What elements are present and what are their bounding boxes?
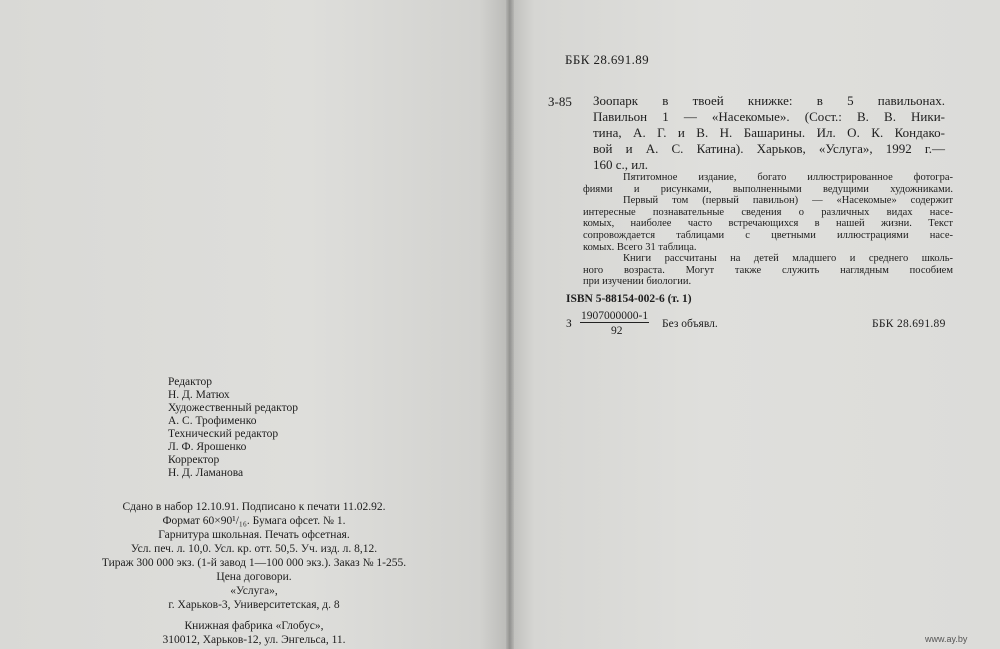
staff-line: Редактор [168, 376, 212, 388]
fraction-note: Без объявл. [662, 318, 718, 330]
entry-line: вой и А. С. Катина). Харьков, «Услуга», 1992 г.— [593, 141, 945, 156]
fraction-lead: З [566, 318, 572, 330]
imprint-line: «Услуга», [230, 585, 278, 597]
imprint-line: г. Харьков-3, Университетская, д. 8 [168, 599, 340, 611]
annotation-line: комых, наиболее часто встречающихся в нашей жизни. Текст [583, 218, 953, 230]
staff-line: Художественный редактор [168, 402, 298, 414]
annotation-line: Книги рассчитаны на детей младшего и среднего школь- [623, 253, 953, 265]
annotation-line: фиями и рисунками, выполненными ведущими художниками. [583, 183, 953, 195]
annotation-line: ного возраста. Могут также служить наглядным пособием [583, 264, 953, 276]
entry-line: Зоопарк в твоей книжке: в 5 павильонах. [593, 93, 945, 108]
annotation-line: Пятитомное издание, богато иллюстрированное фотогра- [623, 172, 953, 183]
book-spine [506, 0, 514, 649]
bibliographic-entry [593, 93, 945, 173]
entry-line: 160 с., ил. [593, 157, 648, 172]
staff-line: Н. Д. Ламанова [168, 467, 244, 479]
annotation-line: сопровождается таблицами с цветными иллюстрациями насе- [583, 229, 953, 241]
staff-line: Н. Д. Матюх [168, 389, 230, 401]
imprint-line: Сдано в набор 12.10.91. Подписано к печати 11.02.92. [122, 501, 386, 513]
annotation-line: Первый том (первый павильон) — «Насекомые» содержит [623, 195, 953, 207]
author-code: З-85 [548, 94, 572, 109]
staff-line: А. С. Трофименко [168, 415, 257, 427]
imprint-line: Усл. печ. л. 10,0. Усл. кр. отт. 50,5. Уч. изд. л. 8,12. [130, 543, 378, 555]
entry-line: тина, А. Г. и В. Н. Башарины. Ил. О. К. Кондако- [593, 125, 945, 140]
bbk-bottom: ББК 28.691.89 [872, 318, 946, 330]
isbn: ISBN 5-88154-002-6 (т. 1) [566, 293, 692, 305]
imprint-line: Тираж 300 000 экз. (1-й завод 1—100 000 экз.). Заказ № 1-255. [101, 557, 407, 569]
staff-line: Технический редактор [168, 428, 279, 440]
fraction-numerator: 1907000000-1 [581, 310, 649, 322]
entry-line: Павильон 1 — «Насекомые». (Сост.: В. В. Ники- [593, 109, 945, 124]
imprint-line: Книжная фабрика «Глобус», [184, 620, 324, 632]
annotation-line: интересные познавательные сведения о различных видах насе- [583, 206, 953, 218]
imprint-block [60, 500, 448, 647]
imprint-line: Формат 60×90¹/₁₆. Бумага офсет. № 1. [162, 515, 346, 527]
annotation [583, 172, 953, 288]
imprint-line: 310012, Харьков-12, ул. Энгельса, 11. [162, 634, 346, 646]
imprint-line: Гарнитура школьная. Печать офсетная. [158, 529, 350, 541]
annotation-line: комых. Всего 31 таблица. [583, 241, 697, 253]
bbk-top: ББК 28.691.89 [565, 52, 650, 67]
staff-line: Л. Ф. Ярошенко [168, 441, 247, 453]
watermark: www.ay.by [925, 634, 968, 644]
imprint-line: Цена договори. [216, 571, 292, 583]
annotation-line: при изучении биологии. [583, 276, 692, 288]
fraction-denominator: 92 [611, 325, 623, 337]
staff-line: Корректор [168, 454, 220, 466]
